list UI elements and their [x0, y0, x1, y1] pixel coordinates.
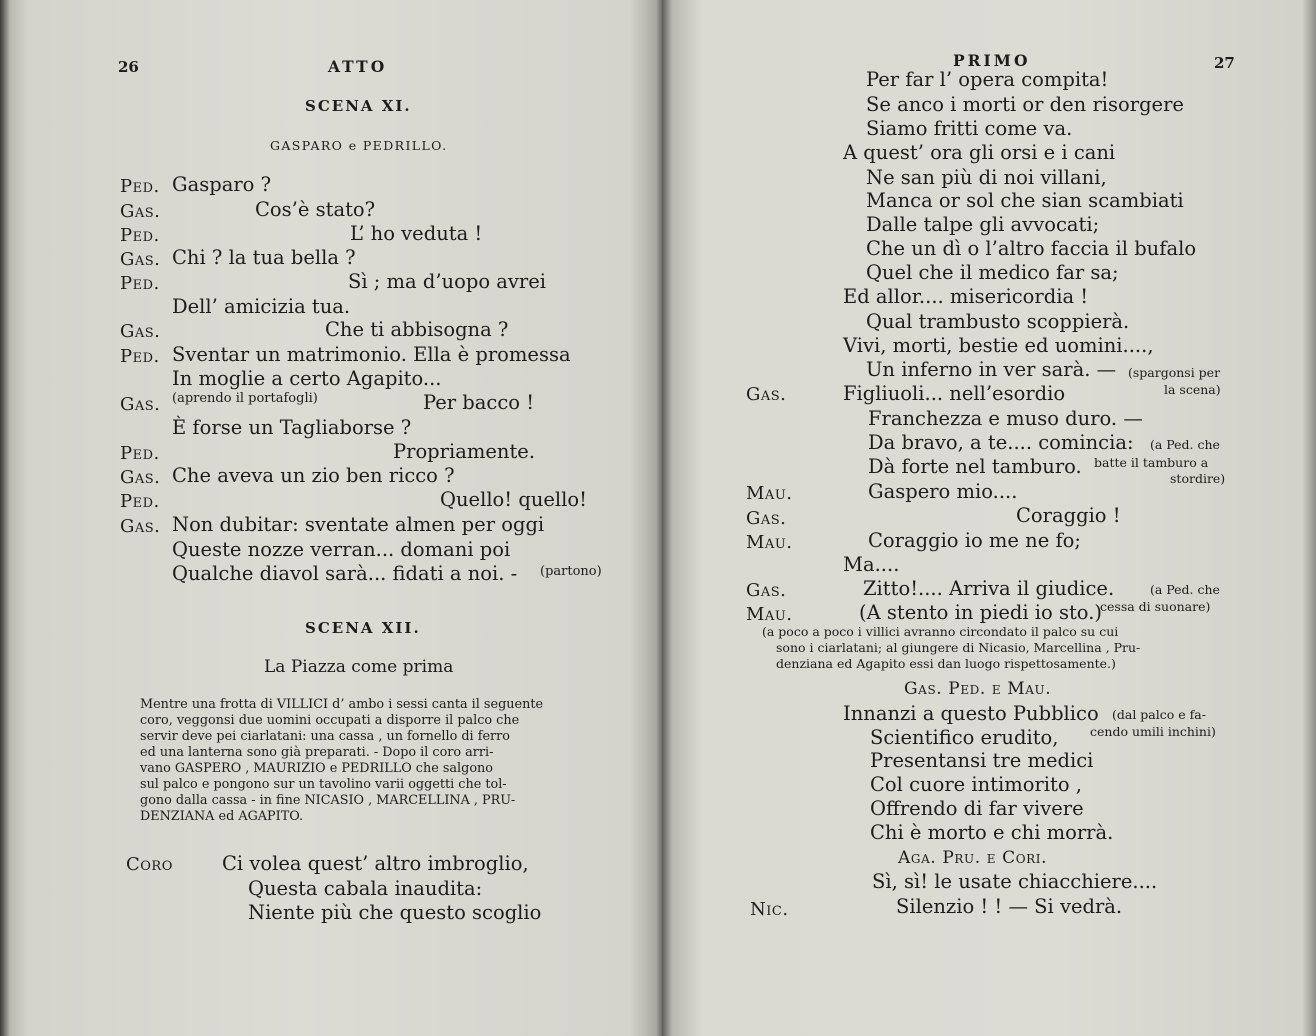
ensemble-heading: Gas. Ped. e Mau.	[904, 679, 1052, 699]
speaker: Ped.	[120, 346, 160, 367]
verse-line: Che un dì o l’altro faccia il bufalo	[866, 237, 1197, 260]
verse-line: Quel che il medico far sa;	[866, 261, 1119, 284]
chorus-line: Questa cabala inaudita:	[248, 877, 483, 900]
speaker: Mau.	[746, 483, 793, 504]
speaker: Mau.	[746, 532, 793, 553]
verse-line: Coraggio !	[1016, 504, 1121, 527]
stage-direction-line: denziana ed Agapito essi dan luogo rispettosamente.)	[776, 656, 1116, 671]
dialogue-line: Quello! quello!	[440, 488, 587, 511]
verse-line: Vivi, morti, bestie ed uomini....,	[843, 334, 1154, 357]
speaker: Ped.	[120, 176, 160, 197]
verse-line: Sì, sì! le usate chiacchiere....	[872, 870, 1158, 893]
verse-line: Silenzio ! ! — Si vedrà.	[896, 895, 1123, 918]
verse-line: Un inferno in ver sarà. —	[866, 358, 1117, 381]
stage-direction: (partono)	[540, 564, 602, 579]
verse-line: Figliuoli... nell’esordio	[843, 382, 1066, 405]
verse-line: (A stento in piedi io sto.)	[859, 601, 1102, 624]
stage-direction-line: (a poco a poco i villici avranno circondato il palco su cui	[762, 624, 1119, 639]
speaker: Ped.	[120, 225, 160, 246]
speaker: Gas.	[120, 201, 161, 222]
stage-direction: cendo umili inchini)	[1090, 724, 1216, 739]
stage-direction: cessa di suonare)	[1100, 599, 1211, 614]
dialogue-line: L’ ho veduta !	[350, 222, 483, 245]
speaker: Mau.	[746, 604, 793, 625]
verse-line: Manca or sol che sian scambiati	[866, 189, 1184, 212]
dialogue-line: Qualche diavol sarà... fidati a noi. -	[172, 562, 518, 585]
stage-direction: (dal palco e fa-	[1112, 707, 1206, 722]
stage-direction: (spargonsi per	[1128, 365, 1221, 380]
dialogue-line: Gasparo ?	[172, 173, 272, 196]
verse-line: Presentansi tre medici	[870, 749, 1094, 772]
scene-description	[140, 697, 616, 825]
dialogue-line: Che aveva un zio ben ricco ?	[172, 464, 455, 487]
dialogue-line: Sventar un matrimonio. Ella è promessa	[172, 343, 571, 366]
speaker: Gas.	[120, 249, 161, 270]
dialogue-line: Chi ? la tua bella ?	[172, 246, 356, 269]
speaker: Gas.	[120, 321, 161, 342]
speaker: Nic.	[750, 899, 789, 920]
chorus-line: Ci volea quest’ altro imbroglio,	[222, 852, 529, 875]
verse-line: Gaspero mio....	[868, 480, 1018, 503]
scene-title: SCENA XII.	[305, 619, 421, 637]
speaker: Ped.	[120, 273, 160, 294]
speaker: Ped.	[120, 443, 160, 464]
verse-line: A quest’ ora gli orsi e i cani	[843, 141, 1116, 164]
dialogue-line: Non dubitar: sventate almen per oggi	[172, 513, 545, 536]
dialogue-line: È forse un Tagliaborse ?	[172, 416, 412, 439]
right-page	[662, 0, 1316, 1036]
stage-direction: la scena)	[1164, 382, 1221, 397]
verse-line: Siamo fritti come va.	[866, 117, 1073, 140]
verse-line: Da bravo, a te.... comincia:	[868, 431, 1134, 454]
speaker: Gas.	[746, 508, 787, 529]
description-line: coro, veggonsi due uomini occupati a disporre il palco che	[140, 713, 520, 728]
scene-title: SCENA XI.	[305, 97, 412, 115]
verse-line: Se anco i morti or den risorgere	[866, 93, 1184, 116]
dialogue-line: Cos’è stato?	[255, 198, 376, 221]
dialogue-line: Che ti abbisogna ?	[325, 318, 509, 341]
page-number: 27	[1214, 54, 1235, 72]
verse-line: Scientifico erudito,	[870, 726, 1059, 749]
ensemble-heading: Aga. Pru. e Cori.	[898, 848, 1048, 868]
verse-line: Dà forte nel tamburo.	[868, 455, 1082, 478]
stage-direction: batte il tamburo a	[1094, 455, 1209, 470]
verse-line: Ma....	[843, 553, 900, 576]
speaker: Gas.	[120, 516, 161, 537]
speaker: Gas.	[120, 394, 161, 415]
stage-direction: stordire)	[1170, 471, 1226, 486]
running-head: ATTO	[328, 57, 388, 76]
verse-line: Offrendo di far vivere	[870, 797, 1084, 820]
stage-direction-line: sono i ciarlatani; al giungere di Nicasio, Marcellina , Pru-	[776, 640, 1141, 655]
speaker: Gas.	[746, 384, 787, 405]
description-line: vano GASPERO , MAURIZIO e PEDRILLO che salgono	[140, 761, 493, 776]
verse-line: Qual trambusto scoppierà.	[866, 310, 1130, 333]
dialogue-line: Propriamente.	[393, 440, 536, 463]
speaker: Ped.	[120, 491, 160, 512]
description-line: servir deve pei ciarlatani: una cassa , un fornello di ferro	[140, 729, 510, 744]
stage-direction: (aprendo il portafogli)	[172, 391, 318, 406]
description-line: ed una lanterna sono già preparati. - Dopo il coro arri-	[140, 745, 494, 760]
chorus-line: Niente più che questo scoglio	[248, 901, 542, 924]
dialogue-line: Per bacco !	[423, 391, 535, 414]
speaker: Gas.	[746, 580, 787, 601]
stage-direction-block	[762, 624, 1242, 672]
verse-line: Chi è morto e chi morrà.	[870, 821, 1114, 844]
speaker: Gas.	[120, 467, 161, 488]
description-line: Mentre una frotta di VILLICI d’ ambo i sessi canta il seguente	[140, 697, 544, 712]
dialogue-line: Sì ; ma d’uopo avrei	[348, 270, 547, 293]
verse-line: Per far l’ opera compita!	[866, 68, 1109, 91]
verse-line: Ed allor.... misericordia !	[843, 285, 1089, 308]
dialogue-line: Dell’ amicizia tua.	[172, 295, 351, 318]
stage-direction: (a Ped. che	[1150, 582, 1220, 597]
scene-setting: La Piazza come prima	[264, 657, 454, 677]
verse-line: Col cuore intimorito ,	[870, 773, 1083, 796]
verse-line: Franchezza e muso duro. —	[868, 407, 1143, 430]
scene-characters: GASPARO e PEDRILLO.	[270, 138, 448, 153]
description-line: DENZIANA ed AGAPITO.	[140, 809, 304, 824]
verse-line: Innanzi a questo Pubblico	[843, 702, 1099, 725]
running-head: PRIMO	[953, 51, 1031, 70]
stage-direction: (a Ped. che	[1150, 437, 1220, 452]
verse-line: Zitto!.... Arriva il giudice.	[863, 577, 1115, 600]
page-number: 26	[118, 58, 139, 76]
description-line: sul palco e pongono sur un tavolino varii oggetti che tol-	[140, 777, 507, 792]
verse-line: Dalle talpe gli avvocati;	[866, 213, 1100, 236]
description-line: gono dalla cassa - in fine NICASIO , MARCELLINA , PRU-	[140, 793, 516, 808]
verse-line: Coraggio io me ne fo;	[868, 529, 1081, 552]
speaker: Coro	[126, 854, 173, 875]
dialogue-line: Queste nozze verran... domani poi	[172, 538, 511, 561]
verse-line: Ne san più di noi villani,	[866, 166, 1107, 189]
dialogue-line: In moglie a certo Agapito...	[172, 367, 442, 390]
